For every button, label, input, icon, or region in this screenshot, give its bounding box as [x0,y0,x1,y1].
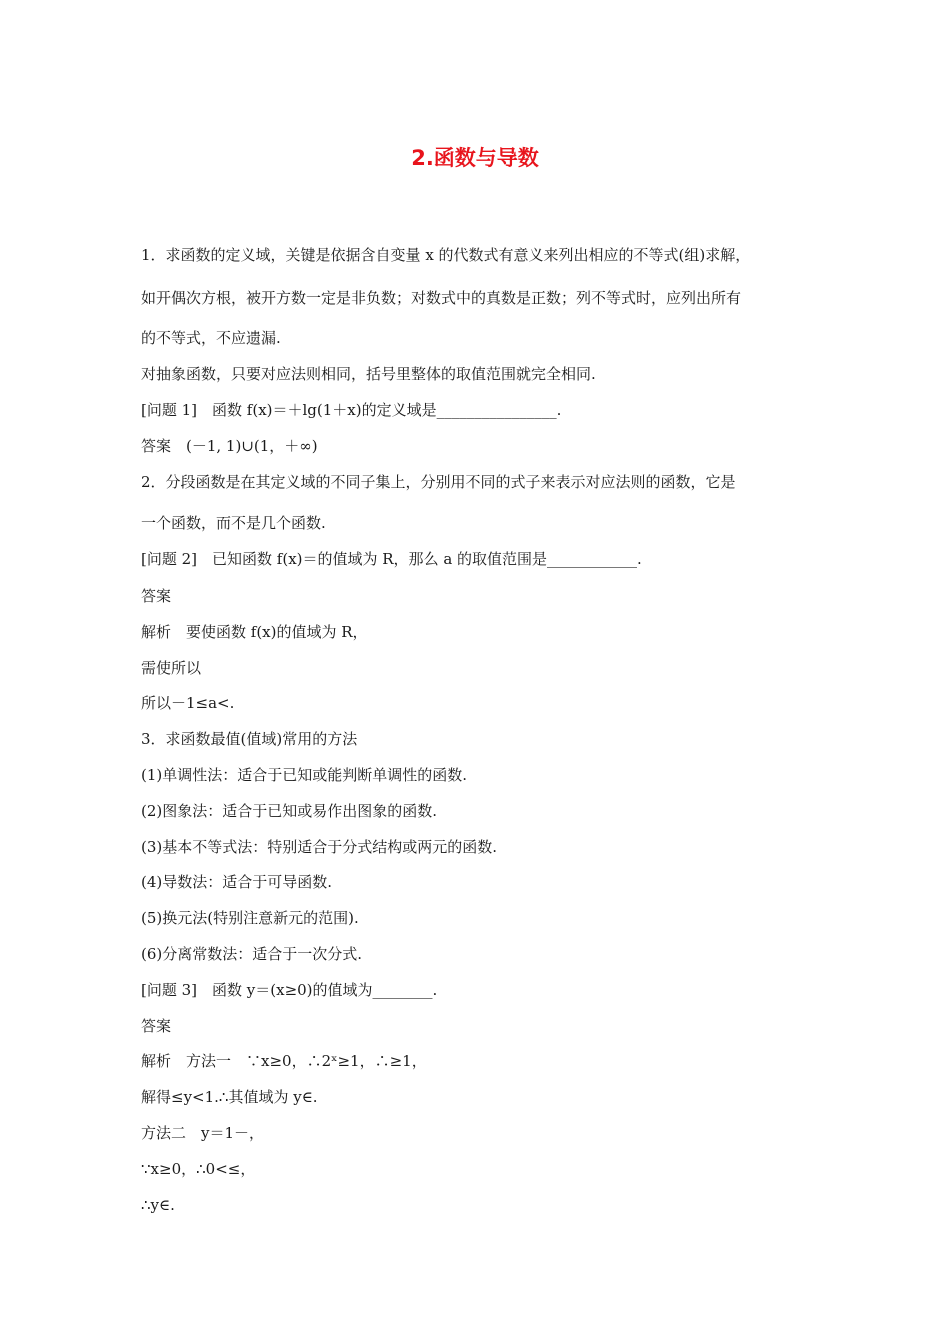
method-item: (1)单调性法：适合于已知或能判断单调性的函数. [141,766,468,784]
text-line: 3．求函数最值(值域)常用的方法 [141,730,358,748]
solution-line: ∵x≥0，∴0<≤， [141,1160,256,1178]
text-line: 对抽象函数，只要对应法则相同，括号里整体的取值范围就完全相同. [141,365,596,383]
text-line: 2．分段函数是在其定义域的不同子集上，分别用不同的式子来表示对应法则的函数，它是 [141,473,736,491]
answer-line: 答案 [141,587,172,605]
text-line: 的不等式，不应遗漏. [141,329,281,347]
solution-line: 需使所以 [141,659,202,677]
method-item: (2)图象法：适合于已知或易作出图象的函数. [141,802,438,820]
answer-line: 答案 (－1, 1)∪(1，＋∞) [141,437,318,455]
answer-line: 答案 [141,1017,172,1035]
solution-line: ∴y∈. [141,1196,175,1214]
solution-line: 解得≤y<1.∴其值域为 y∈. [141,1088,318,1106]
method-item: (5)换元法(特别注意新元的范围). [141,909,359,927]
solution-line: 方法二 y＝1－， [141,1124,265,1142]
page-title: 2.函数与导数 [411,146,539,170]
method-item: (4)导数法：适合于可导函数. [141,873,333,891]
method-item: (3)基本不等式法：特别适合于分式结构或两元的函数. [141,838,498,856]
text-line: 一个函数，而不是几个函数. [141,514,326,532]
problem-line: [问题 2] 已知函数 f(x)＝的值域为 R，那么 a 的取值范围是____________. [141,550,642,568]
method-item: (6)分离常数法：适合于一次分式. [141,945,363,963]
problem-line: [问题 1] 函数 f(x)＝＋lg(1＋x)的定义域是________________. [141,401,562,419]
problem-line: [问题 3] 函数 y＝(x≥0)的值域为________. [141,981,438,999]
solution-line: 解析 方法一 ∵x≥0，∴2ˣ≥1，∴≥1， [141,1052,427,1070]
text-line: 如开偶次方根，被开方数一定是非负数；对数式中的真数是正数；列不等式时，应列出所有 [141,289,742,307]
solution-line: 解析 要使函数 f(x)的值域为 R， [141,623,368,641]
text-line: 1．求函数的定义域，关键是依据含自变量 x 的代数式有意义来列出相应的不等式(组)求解， [141,246,751,264]
solution-line: 所以－1≤a<. [141,694,235,712]
